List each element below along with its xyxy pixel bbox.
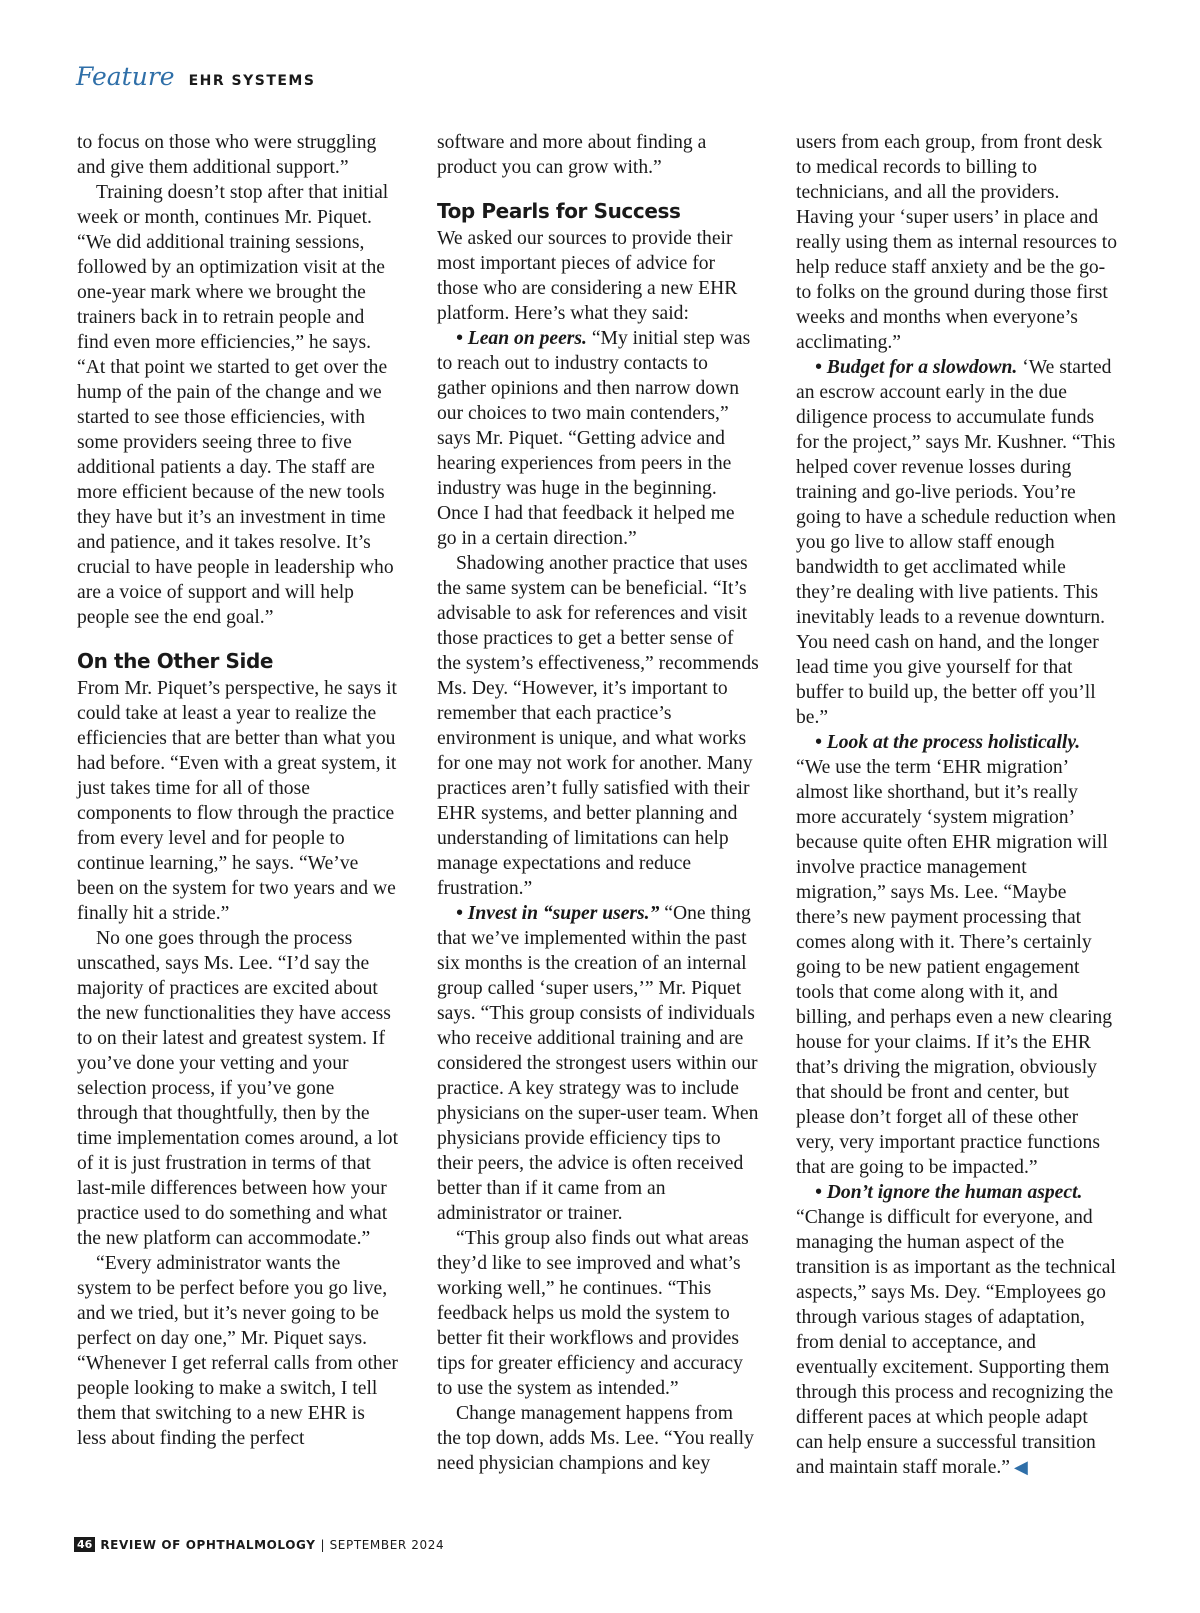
paragraph: “This group also finds out what areas they’d like to see improved and what’s working well,” he continues. “This feedback helps us mold the system to better fit their workflows and provides tips for greater efficiency and accuracy to use the system as intended.” [437, 1228, 749, 1399]
page-footer [74, 1537, 444, 1552]
bullet-text: “One thing that we’ve implemented within the past six months is the creation of an internal group called ‘super users,’” Mr. Piquet says. “This group consists of individuals who receive additional training and are considered the strongest users within our practice. A key strategy was to include physicians on the super-user team. When physicians provide efficiency tips to their peers, the advice is often received better than if it came from an administrator or trainer. [437, 903, 759, 1224]
bullet-lead: • Invest in “super users.” [456, 903, 660, 924]
paragraph: No one goes through the process unscathed, says Ms. Lee. “I’d say the majority of practices are excited about the new functionalities they have access to on their latest and greatest system. If you’ve done your vetting and your selection process, if you’ve gone through that thoughtfully, then by the time implementation comes around, a lot of it is just frustration in terms of that last-mile differences between how your practice used to do something and what the new platform can accommodate.” [77, 928, 399, 1249]
bullet-lead: • Budget for a slowdown. [815, 357, 1018, 378]
bullet-holistic [796, 730, 1118, 1180]
bullet-lead: • Lean on peers. [456, 328, 587, 349]
page-header [76, 62, 315, 96]
column-1 [77, 130, 399, 1451]
paragraph: to focus on those who were struggling and give them additional support.” [77, 132, 377, 178]
bullet-super-users [437, 901, 759, 1226]
footer-separator: | [320, 1537, 325, 1552]
paragraph: We asked our sources to provide their most important pieces of advice for those who are considering a new EHR platform. Here’s what they said: [437, 228, 738, 324]
paragraph: software and more about finding a product you can grow with.” [437, 132, 707, 178]
subheading-top-pearls: Top Pearls for Success [437, 199, 681, 223]
paragraph: From Mr. Piquet’s perspective, he says it could take at least a year to realize the efficiencies that are better than what you had before. “Even with a great system, it just takes time for all of those components to flow through the practice from every level and for people to continue learning,” he says. “We’ve been on the system for two years and we finally hit a stride.” [77, 678, 397, 924]
bullet-text: “My initial step was to reach out to industry contacts to gather opinions and then narrow down our choices to two main contenders,” says Mr. Piquet. “Getting advice and hearing experiences from peers in the industry was huge in the beginning. Once I had that feedback it helped me go in a certain direction.” [437, 328, 751, 549]
section-label: Feature [76, 62, 175, 91]
paragraph: Shadowing another practice that uses the same system can be beneficial. “It’s advisable to ask for references and visit those practices to get a better sense of the system’s effectiveness,” recommends Ms. Dey. “However, it’s important to remember that each practice’s environment is unique, and what works for one may not work for another. Many practices aren’t fully satisfied with their EHR systems, and better planning and understanding of limitations can help manage expectations and reduce frustration.” [437, 553, 759, 899]
column-2 [437, 130, 759, 1476]
bullet-text: “Change is difficult for everyone, and managing the human aspect of the transition is as important as the technical aspects,” says Ms. Dey. “Employees go through various stages of adaptation, from denial to acceptance, and eventually excitement. Supporting them through this process and recognizing the different paces at which people adapt can help ensure a successful transition and maintain staff morale.” [796, 1207, 1116, 1478]
issue-date: SEPTEMBER 2024 [329, 1537, 445, 1552]
bullet-lead: • Look at the process holistically. [815, 732, 1081, 753]
bullet-lead: • Don’t ignore the human aspect. [815, 1182, 1083, 1203]
paragraph: users from each group, from front desk to medical records to billing to technicians, and all the providers. Having your ‘super users’ in place and really using them as internal resources to help reduce staff anxiety and be the go-to folks on the ground during those first weeks and months when everyone’s acclimating.” [796, 132, 1118, 353]
bullet-lean-on-peers [437, 326, 759, 551]
paragraph: Change management happens from the top down, adds Ms. Lee. “You really need physician champions and key [437, 1403, 754, 1474]
column-3 [796, 130, 1118, 1480]
bullet-text: “We use the term ‘EHR migration’ almost like shorthand, but it’s really more accurately ‘system migration’ because quite often EHR migration will involve practice management migration,” says Ms. Lee. “Maybe there’s new payment processing that comes along with it. There’s certainly going to be new patient engagement tools that come along with it, and billing, and perhaps even a new clearing house for your claims. If it’s the EHR that’s driving the migration, obviously that should be front and center, but please don’t forget all of these other very, very important practice functions that are going to be impacted.” [796, 757, 1113, 1178]
topic-label: EHR SYSTEMS [188, 73, 316, 89]
page-number: 46 [74, 1537, 95, 1552]
bullet-budget-slowdown [796, 355, 1118, 730]
bullet-text: ‘We started an escrow account early in the due diligence process to accumulate funds for the project,” says Mr. Kushner. “This helped cover revenue losses during training and go-live periods. You’re going to have a schedule reduction when you go live to allow staff enough bandwidth to get acclimated while they’re dealing with live patients. This inevitably leads to a revenue downturn. You need cash on hand, and the longer lead time you give yourself for that buffer to build up, the better off you’ll be.” [796, 357, 1116, 728]
end-of-article-icon: ◀ [1014, 1457, 1028, 1477]
paragraph: Training doesn’t stop after that initial week or month, continues Mr. Piquet. “We did additional training sessions, followed by an optimization visit at the one-year mark where we brought the trainers back in to retrain people and find even more efficiencies,” he says. “At that point we started to get over the hump of the pain of the change and we started to see those efficiencies, with some providers seeing three to five additional patients a day. The staff are more efficient because of the new tools they have but it’s an investment in time and patience, and it takes resolve. It’s crucial to have people in leadership who are a voice of support and will help people see the end goal.” [77, 182, 394, 628]
publication-name: REVIEW OF OPHTHALMOLOGY [100, 1537, 316, 1552]
bullet-human-aspect [796, 1180, 1118, 1480]
paragraph: “Every administrator wants the system to be perfect before you go live, and we tried, but it’s never going to be perfect on day one,” Mr. Piquet says. “Whenever I get referral calls from other people looking to make a switch, I tell them that switching to a new EHR is less about finding the perfect [77, 1253, 398, 1449]
subheading-other-side: On the Other Side [77, 649, 274, 673]
